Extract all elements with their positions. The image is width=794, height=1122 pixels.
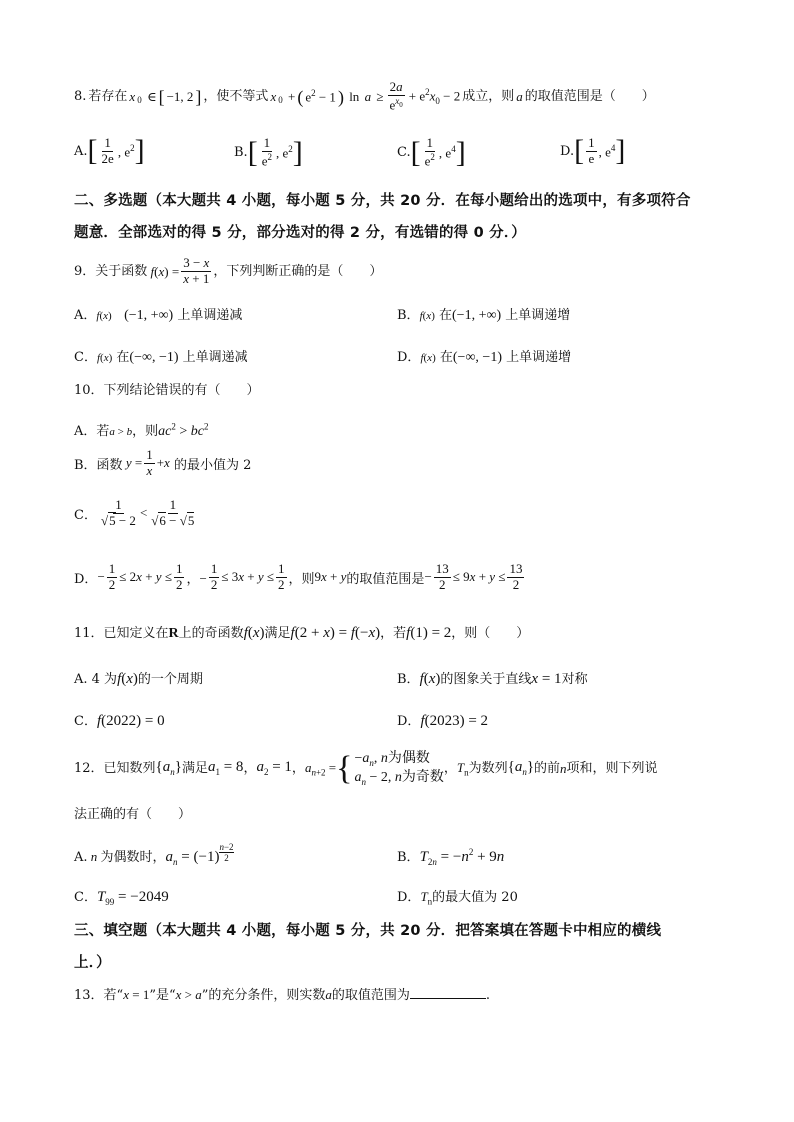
q11-stem: 11．已知定义在R上的奇函数f(x)满足f(2 + x) = f(−x)，若f(1) = 2，则（ ） [74, 625, 530, 641]
q12-option-c: C．$T_{99} = -2049$ [74, 889, 169, 907]
q11-option-c: C．f(2022) = 0 [74, 713, 165, 729]
q10-option-d: D． − $\frac{1}{2}$ ≤ 2x + y ≤ $\frac{1}{2}$ ，− $\frac{1}{2}$ ≤ 3x + y ≤ $\frac{1}{2}$ ，则 9x + y 的取值范围是 − $\frac{13}{2}$ ≤ 9x + y ≤ $\frac{13}{2}$ [74, 561, 523, 592]
q8-stem: 8. 若存在 x $_0$ ∈ [ −1, 2 ] ，使不等式 x $_0$ + ( $e^2 - 1$ ) ln a ≥ $\frac{2a}{e^{x_0}}$ + $e^2x_0 - 2$ 成立，则 a 的取值范围是（ ） [74, 79, 655, 113]
q8-text-3: 成立，则 [462, 89, 515, 105]
q10-option-c: C． $\frac{1}{√5 - 2}$ < $\frac{1}{√6 - √5}$ [74, 497, 195, 528]
q10-stem: 10．下列结论错误的有（ ） [74, 383, 260, 398]
q8-text-1: 若存在 [88, 89, 128, 105]
q9-stem: 9．关于函数 f ( x ) = $\frac{3 - x}{x + 1}$ ，下列判断正确的是（ ） [74, 255, 383, 286]
section-3-heading-line-2: 上．） [74, 955, 111, 971]
q8-option-a: A. [ $\frac{1}{2e}$ , $e^2$ ] [74, 134, 145, 168]
section-2-heading-line-2: 题意．全部选对的得 5 分，部分选对的得 2 分，有选错的得 0 分．） [74, 225, 527, 241]
q11-option-d: D．f(2023) = 2 [397, 713, 489, 729]
q11-option-a: A. 4 为f(x)的一个周期 [74, 671, 203, 687]
q10-option-b: B．函数 y = $\frac{1}{x}$ + x 的最小值为 2 [74, 447, 252, 478]
q13-stem: 13．若“x = 1”是“x > a”的充分条件，则实数a的取值范围为 . [74, 987, 491, 1003]
q8-option-b: B. [ $\frac{1}{e^2}$ , $e^2$ ] [234, 135, 303, 169]
q9-option-b: B．f(x) 在(−1, +∞) 上单调递增 [397, 308, 571, 323]
q12-option-a: A. n 为偶数时，$a_n = (-1)$ $^{\frac{n-2}{2}}$ [74, 841, 234, 867]
q10-option-a: A．若a > b，则$ac^2 > bc^2$ [74, 421, 209, 439]
q8-text-4: 的取值范围是（ ） [524, 89, 655, 105]
q8-option-c: C. [ $\frac{1}{e^2}$ , $e^4$ ] [397, 135, 466, 169]
q12-option-b: B．$T_{2n} = -n^2 + 9n$ [397, 847, 505, 867]
q9-option-d: D．f(x) 在(−∞, −1) 上单调递增 [397, 350, 572, 365]
q11-option-b: B．f(x)的图象关于直线x = 1对称 [397, 671, 588, 687]
section-3-heading-line-1: 三、填空题（本大题共 4 小题，每小题 5 分，共 20 分．把答案填在答题卡中相应的横线 [74, 923, 662, 939]
answer-blank[interactable] [410, 986, 486, 999]
q12-stem-line-2: 法正确的有（ ） [74, 807, 192, 822]
q8-text-2: ，使不等式 [203, 89, 269, 105]
q8-number: 8. [74, 89, 87, 105]
q9-option-a: A．f(x) (−1, +∞) 上单调递减 [74, 308, 243, 323]
q8-option-d: D. [ $\frac{1}{e}$ , $e^4$ ] [560, 134, 626, 168]
q9-option-c: C．f(x) 在(−∞, −1) 上单调递减 [74, 350, 248, 365]
q12-option-d: D．$T_n$的最大值为 20 [397, 889, 518, 907]
section-2-heading-line-1: 二、多选题（本大题共 4 小题，每小题 5 分，共 20 分．在每小题给出的选项中，有多项符合 [74, 193, 691, 209]
q12-stem: 12．已知数列 $\{a_n\}$ 满足 $a_1 = 8$ ， $a_2 = 1$ ， $a_{n+2}$ = { $-a_n$, n为偶数 $a_n - 2$, n为奇数 ， $T_n$ 为数列 $\{a_n\}$ 的前 n 项和，则下列说 [74, 749, 658, 787]
